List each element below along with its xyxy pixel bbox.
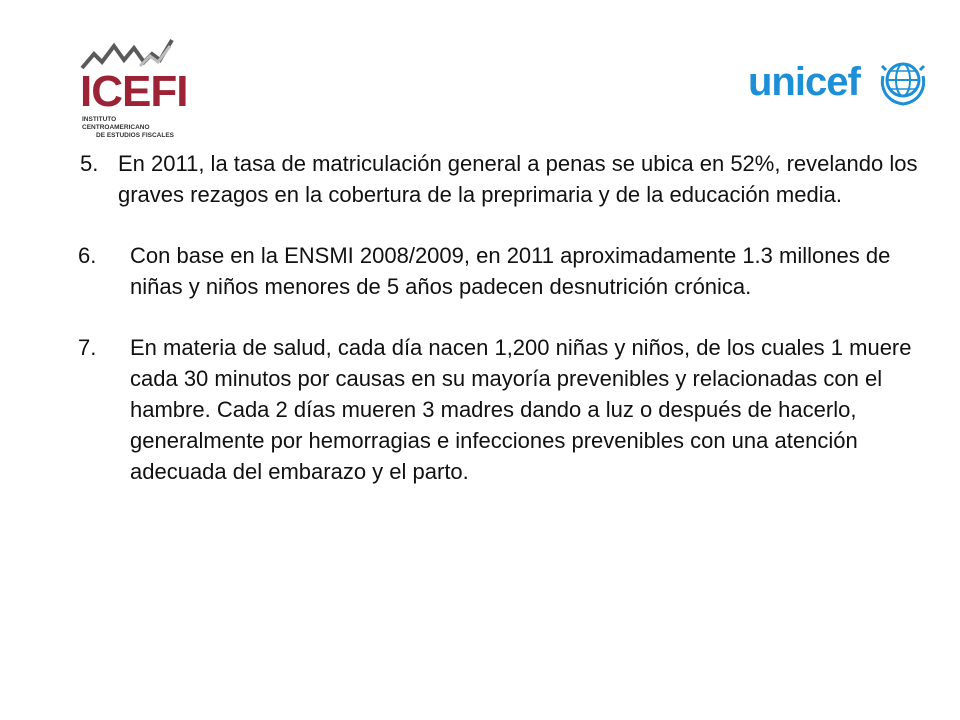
list-item-text: Con base en la ENSMI 2008/2009, en 2011 aproximadamente 1.3 millones de niñas y niños menores de 5 años padecen desnutrición crónica. <box>130 243 891 299</box>
list-item-text: En 2011, la tasa de matriculación general a penas se ubica en 52%, revelando los graves rezagos en la cobertura de la preprimaria y de la educación media. <box>118 151 918 207</box>
list-item-number: 6. <box>78 243 97 268</box>
list-item <box>78 332 938 487</box>
slide-content <box>78 148 938 517</box>
list-item-text: En materia de salud, cada día nacen 1,200 niñas y niños, de los cuales 1 muere cada 30 minutos por causas en su mayoría prevenibles y relacionadas con el hambre. Cada 2 días mueren 3 madres dando a luz o después de hacerlo, generalmente por hemorragias e infecciones prevenibles con una atención adecuada del embarazo y el parto. <box>130 335 912 484</box>
list-item <box>78 148 938 210</box>
unicef-emblem-icon <box>878 56 928 108</box>
list-item-number: 5. <box>80 151 99 176</box>
icefi-subtitle-line1: INSTITUTO CENTROAMERICANO <box>82 116 150 131</box>
icefi-subtitle-line2: DE ESTUDIOS FISCALES <box>96 132 175 139</box>
icefi-logo <box>80 36 188 139</box>
icefi-subtitle <box>82 116 178 140</box>
unicef-logo <box>748 56 928 112</box>
list-item-number: 7. <box>78 335 97 360</box>
unicef-wordmark: unicef <box>748 60 860 104</box>
icefi-wordmark: ICEFI <box>80 67 188 116</box>
list-item <box>78 240 938 302</box>
